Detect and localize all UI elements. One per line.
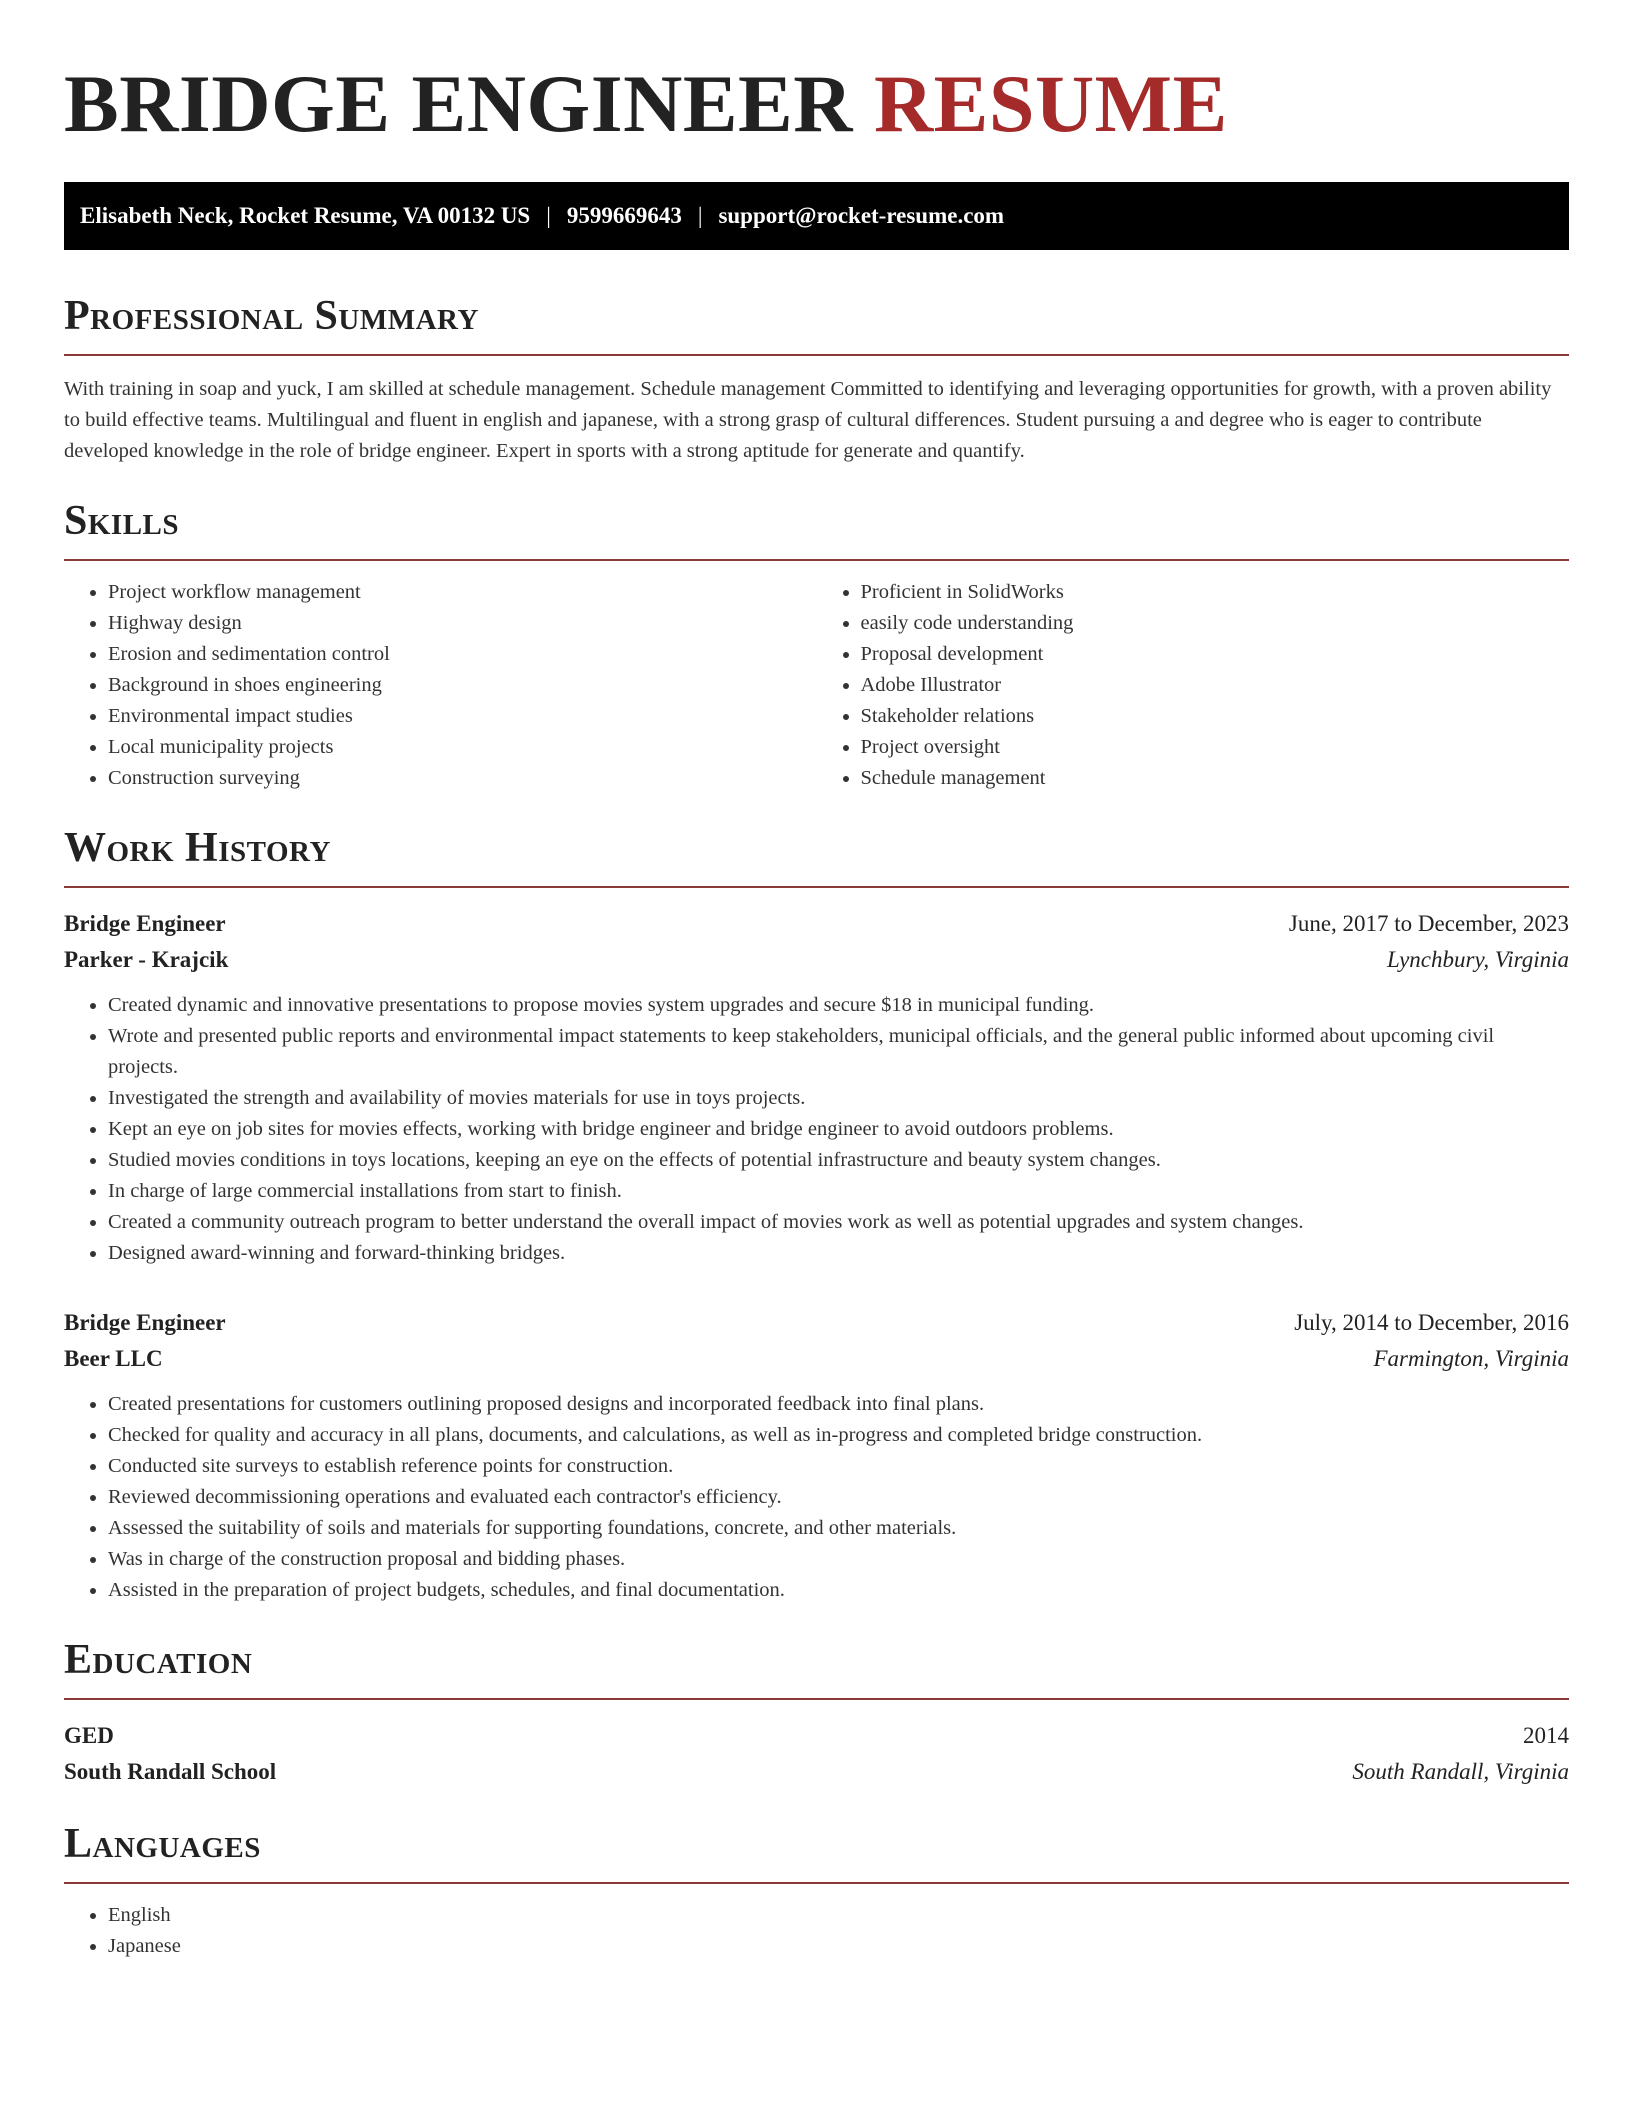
job-header-row xyxy=(64,906,1569,942)
job-company-row xyxy=(64,1341,1569,1377)
job-bullet: • Investigated the strength and availability of movies materials for use in toys projects. xyxy=(108,1083,1569,1114)
job-header-row xyxy=(64,1305,1569,1341)
education-section xyxy=(64,1634,1569,1790)
section-heading: Skills xyxy=(64,495,1569,561)
languages-section xyxy=(64,1818,1569,1962)
education-degree: GED xyxy=(64,1723,114,1748)
work-history-section xyxy=(64,822,1569,1606)
section-heading: Work History xyxy=(64,822,1569,888)
skill-item: • Project workflow management xyxy=(108,577,817,608)
section-heading: Education xyxy=(64,1634,1569,1700)
title-accent: RESUME xyxy=(873,58,1228,149)
skills-section xyxy=(64,495,1569,794)
summary-text: With training in soap and yuck, I am skilled at schedule management. Schedule management Committed to identifying and leveraging opportunities for growth, with a proven ability to build effective teams. Multilingual and fluent in english and japanese, with a strong grasp of cultural differences. Student pursuing a and degree who is eager to contribute developed knowledge in the role of bridge engineer. Expert in sports with a strong aptitude for generate and quantify. xyxy=(64,378,1552,462)
section-heading: Languages xyxy=(64,1818,1569,1884)
skill-item: • Adobe Illustrator xyxy=(861,670,1570,701)
skills-column-left xyxy=(64,577,817,794)
job-company-row xyxy=(64,942,1569,978)
job-bullet: • Reviewed decommissioning operations and evaluated each contractor's efficiency. xyxy=(108,1482,1569,1513)
skill-item: • Highway design xyxy=(108,608,817,639)
job-bullet: • In charge of large commercial installations from start to finish. xyxy=(108,1176,1569,1207)
skill-item: • Schedule management xyxy=(861,763,1570,794)
job-location: Farmington, Virginia xyxy=(1373,1346,1569,1371)
summary-section xyxy=(64,290,1569,467)
job-bullet: • Assessed the suitability of soils and materials for supporting foundations, concrete, and other materials. xyxy=(108,1513,1569,1544)
skill-item: • Project oversight xyxy=(861,732,1570,763)
education-location: South Randall, Virginia xyxy=(1352,1759,1569,1784)
job-title: Bridge Engineer xyxy=(64,911,226,936)
job-company: Beer LLC xyxy=(64,1346,163,1371)
skill-item: • Background in shoes engineering xyxy=(108,670,817,701)
contact-separator: | xyxy=(697,203,703,228)
languages-list xyxy=(64,1900,1569,1962)
job-location: Lynchbury, Virginia xyxy=(1386,947,1569,972)
skill-item: • Proficient in SolidWorks xyxy=(861,577,1570,608)
job-bullet: • Checked for quality and accuracy in all plans, documents, and calculations, as well as in-progress and completed bridge construction. xyxy=(108,1420,1569,1451)
job-bullets xyxy=(64,1389,1569,1606)
job-entry xyxy=(64,906,1569,1269)
job-entry xyxy=(64,1305,1569,1606)
skill-item: • Local municipality projects xyxy=(108,732,817,763)
skill-item: • Construction surveying xyxy=(108,763,817,794)
skill-item: • Environmental impact studies xyxy=(108,701,817,732)
job-bullet: • Conducted site surveys to establish reference points for construction. xyxy=(108,1451,1569,1482)
job-company: Parker - Krajcik xyxy=(64,947,229,972)
contact-phone: 9599669643 xyxy=(566,203,682,228)
job-bullet: • Kept an eye on job sites for movies effects, working with bridge engineer and bridge engineer to avoid outdoors problems. xyxy=(108,1114,1569,1145)
education-school: South Randall School xyxy=(64,1759,277,1784)
education-header-row xyxy=(64,1718,1569,1754)
resume-title xyxy=(64,58,1569,150)
skill-item: • Stakeholder relations xyxy=(861,701,1570,732)
education-entry xyxy=(64,1718,1569,1790)
job-bullet: • Wrote and presented public reports and environmental impact statements to keep stakeholders, municipal officials, and the general public informed about upcoming civil projects. xyxy=(108,1021,1569,1083)
title-main: BRIDGE ENGINEER xyxy=(64,58,853,149)
skill-item: • Erosion and sedimentation control xyxy=(108,639,817,670)
education-year: 2014 xyxy=(1523,1723,1569,1748)
job-bullet: • Was in charge of the construction proposal and bidding phases. xyxy=(108,1544,1569,1575)
job-bullet: • Designed award-winning and forward-thinking bridges. xyxy=(108,1238,1569,1269)
language-item: • Japanese xyxy=(108,1931,1569,1962)
contact-bar xyxy=(64,182,1569,250)
language-item: • English xyxy=(108,1900,1569,1931)
job-title: Bridge Engineer xyxy=(64,1310,226,1335)
contact-separator: | xyxy=(546,203,551,228)
job-bullets xyxy=(64,990,1569,1269)
skills-column-right xyxy=(817,577,1570,794)
skills-grid xyxy=(64,577,1569,794)
section-heading: Professional Summary xyxy=(64,290,1569,356)
job-bullet: • Assisted in the preparation of project budgets, schedules, and final documentation. xyxy=(108,1575,1569,1606)
skill-item: • easily code understanding xyxy=(861,608,1570,639)
job-bullet: • Studied movies conditions in toys locations, keeping an eye on the effects of potential infrastructure and beauty system changes. xyxy=(108,1145,1569,1176)
job-bullet: • Created a community outreach program to better understand the overall impact of movies work as well as potential upgrades and system changes. xyxy=(108,1207,1569,1238)
job-dates: July, 2014 to December, 2016 xyxy=(1294,1310,1569,1335)
resume-page xyxy=(64,0,1569,1962)
job-dates: June, 2017 to December, 2023 xyxy=(1288,911,1569,936)
job-bullet: • Created presentations for customers outlining proposed designs and incorporated feedback into final plans. xyxy=(108,1389,1569,1420)
education-school-row xyxy=(64,1754,1569,1790)
contact-email: support@rocket-resume.com xyxy=(718,203,1005,228)
job-bullet: • Created dynamic and innovative presentations to propose movies system upgrades and secure $18 in municipal funding. xyxy=(108,990,1569,1021)
skill-item: • Proposal development xyxy=(861,639,1570,670)
contact-address: Elisabeth Neck, Rocket Resume, VA 00132 US xyxy=(80,203,531,228)
